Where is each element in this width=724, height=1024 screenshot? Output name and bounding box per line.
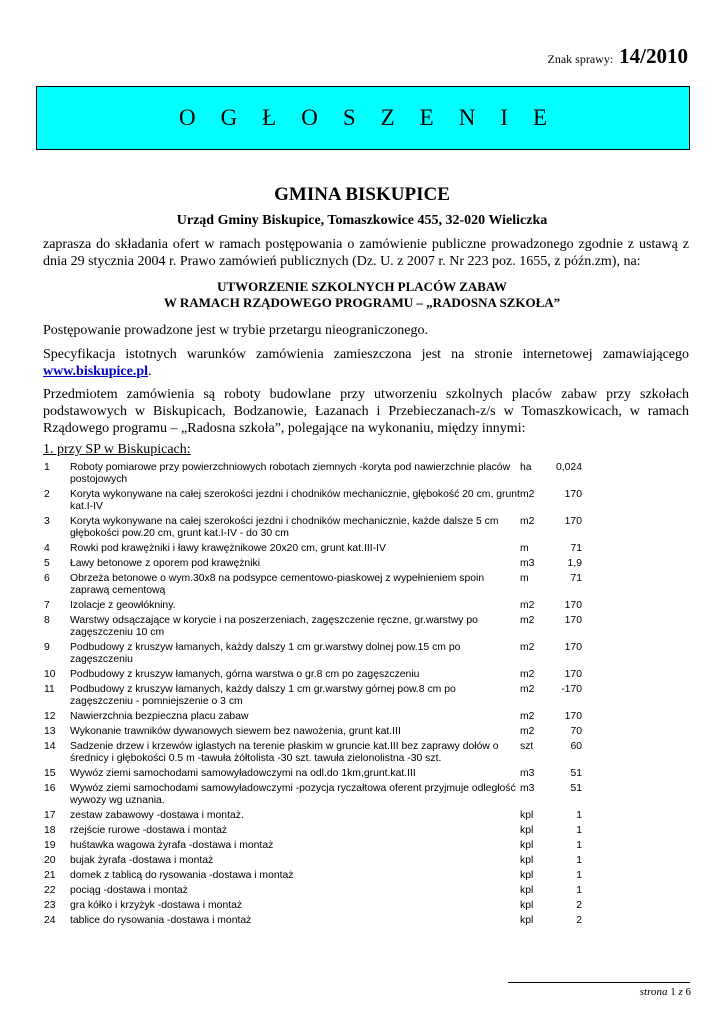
footer-divider [508,982,690,983]
item-unit: m2 [520,684,535,695]
item-quantity: 170 [564,516,582,527]
item-number: 8 [44,615,50,626]
list-item [44,543,594,555]
item-unit: ha [520,462,532,473]
item-unit: m [520,573,529,584]
item-quantity: 1 [576,870,582,881]
item-number: 7 [44,600,50,611]
item-description: Koryta wykonywane na całej szerokości jezdni i chodników mechanicznie, głębokość 20 cm, grunt kat.I-IV [70,489,520,512]
item-number: 18 [44,825,56,836]
item-quantity: 71 [570,573,582,584]
list-item [44,825,594,837]
list-item [44,462,594,486]
list-item [44,558,594,570]
list-item [44,711,594,723]
item-description: Izolacje z geowłókniny. [70,600,176,611]
item-description: gra kółko i krzyżyk -dostawa i montaż [70,900,243,911]
list-item [44,516,594,540]
case-reference [548,44,689,69]
item-number: 24 [44,915,56,926]
list-item [44,669,594,681]
specification-end: . [148,364,152,379]
page-footer [640,986,691,998]
case-reference-number: 14/2010 [619,44,688,68]
list-item [44,615,594,639]
item-unit: m2 [520,726,535,737]
item-description: rzejście rurowe -dostawa i montaż [70,825,228,836]
office-address: Urząd Gminy Biskupice, Tomaszkowice 455, 32-020 Wieliczka [176,213,548,228]
list-item [44,783,594,807]
case-reference-label: Znak sprawy: [547,52,614,66]
item-description: Wywóz ziemi samochodami samowyładowczymi na odl.do 1km,grunt.kat.III [70,768,416,779]
item-unit: kpl [520,855,534,866]
item-quantity: 170 [564,600,582,611]
item-quantity: 71 [570,543,582,554]
footer-total: 6 [685,986,691,998]
item-number: 19 [44,840,56,851]
item-unit: kpl [520,870,534,881]
item-quantity: 1 [576,840,582,851]
item-quantity: 170 [564,615,582,626]
item-description: Wywóz ziemi samochodami samowyładowczymi -pozycja ryczałtowa oferent przyjmuje odległość wywozy wg uznania. [70,783,516,806]
subject-heading [0,279,724,311]
item-quantity: 1 [576,855,582,866]
announcement-banner [36,86,690,150]
item-number: 21 [44,870,56,881]
item-number: 23 [44,900,56,911]
announcement-title: OGŁOSZENIE [178,105,573,130]
list-item [44,855,594,867]
footer-page: 1 [670,986,676,998]
list-item [44,600,594,612]
item-unit: kpl [520,900,534,911]
item-quantity: 60 [570,741,582,752]
item-unit: m2 [520,711,535,722]
item-description: Podbudowy z kruszyw łamanych, każdy dalszy 1 cm gr.warstwy dolnej pow.15 cm po zagęszczeniu [70,642,461,665]
item-description: bujak żyrafa -dostawa i montaż [70,855,214,866]
item-number: 11 [44,684,55,695]
item-description: pociąg -dostawa i montaż [70,885,188,896]
item-description: tablice do rysowania -dostawa i montaż [70,915,252,926]
list-item [44,684,594,708]
intro-paragraph: zaprasza do składania ofert w ramach postępowania o zamówienie publiczne prowadzonego zgodnie z ustawą z dnia 29 stycznia 2004 r. Prawo zamówień publicznych (Dz. U. z 2007 r. Nr 223 poz. 1655, z późn.zm), na: [43,237,689,269]
footer-prefix: strona [639,986,668,998]
website-link[interactable]: www.biskupice.pl [43,364,149,379]
item-quantity: 170 [564,669,582,680]
item-quantity: 0,024 [555,462,582,473]
specification-text: Specyfikacja istotnych warunków zamówienia zamieszczona jest na stronie internetowej zamawiającego [43,347,689,362]
item-unit: m2 [520,642,535,653]
item-quantity: 51 [570,783,582,794]
item-description: domek z tablicą do rysowania -dostawa i montaż [70,870,294,881]
item-number: 10 [44,669,56,680]
list-item [44,915,594,927]
list-item [44,489,594,513]
item-unit: m2 [520,669,535,680]
item-unit: m3 [520,558,535,569]
item-description: Ławy betonowe z oporem pod krawężniki [70,558,261,569]
item-unit: m3 [520,768,535,779]
item-number: 3 [44,516,50,527]
item-number: 16 [44,783,56,794]
item-description: Obrzeża betonowe o wym.30x8 na podsypce cementowo-piaskowej z wypełnieniem spoin zaprawą cementową [70,573,485,596]
item-quantity: 51 [570,768,582,779]
item-quantity: 1,9 [567,558,582,569]
item-quantity: 2 [576,915,582,926]
item-quantity: 1 [576,810,582,821]
item-unit: szt [520,741,534,752]
item-quantity: 1 [576,885,582,896]
item-description: Nawierzchnia bezpieczna placu zabaw [70,711,249,722]
list-item [44,885,594,897]
item-unit: kpl [520,825,534,836]
item-quantity: 1 [576,825,582,836]
item-number: 1 [44,462,50,473]
item-number: 6 [44,573,50,584]
item-description: Podbudowy z kruszyw łamanych, każdy dalszy 1 cm gr.warstwy górnej pow.8 cm po zagęszczeniu - pomniejszenie o 3 cm [70,684,456,707]
item-number: 20 [44,855,56,866]
item-description: Warstwy odsączające w korycie i na poszerzeniach, zagęszczenie ręczne, gr.warstwy po zagęszczeniu 10 cm [70,615,478,638]
item-unit: kpl [520,840,534,851]
item-quantity: 70 [570,726,582,737]
subject-line-1: UTWORZENIE SZKOLNYCH PLACÓW ZABAW [217,279,507,294]
item-unit: m2 [520,489,535,500]
subject-line-2: W RAMACH RZĄDOWEGO PROGRAMU – „RADOSNA SZKOŁA” [163,295,561,310]
list-item [44,741,594,765]
works-list [44,462,594,930]
footer-sep: z [678,986,683,998]
item-unit: kpl [520,915,534,926]
item-quantity: 170 [564,711,582,722]
item-number: 4 [44,543,50,554]
item-number: 17 [44,810,56,821]
scope-paragraph: Przedmiotem zamówienia są roboty budowlane przy utworzeniu szkolnych placów zabaw przy szkołach podstawowych w Biskupicach, Bodzanowie, Łazanach i Przebieczanach-z/s w Tomaszkowicach, w ramach Rządowego programu – „Radosna szkoła”, polegające na wykonaniu, między innymi: [43,387,689,436]
specification-paragraph [43,346,689,380]
item-unit: m2 [520,615,535,626]
item-quantity: 2 [576,900,582,911]
item-number: 14 [44,741,56,752]
item-number: 15 [44,768,56,779]
item-quantity: 170 [564,642,582,653]
item-number: 2 [44,489,50,500]
section-title: 1. przy SP w Biskupicach: [43,442,191,457]
list-item [44,870,594,882]
list-item [44,900,594,912]
procedure-paragraph: Postępowanie prowadzone jest w trybie przetargu nieograniczonego. [43,323,428,338]
municipality-name: GMINA BISKUPICE [274,184,450,205]
item-description: Wykonanie trawników dywanowych siewem bez nawożenia, grunt kat.III [70,726,401,737]
item-quantity: -170 [561,684,582,695]
item-number: 13 [44,726,56,737]
item-number: 22 [44,885,56,896]
item-unit: m [520,543,529,554]
list-item [44,642,594,666]
item-number: 9 [44,642,50,653]
list-item [44,573,594,597]
item-description: Koryta wykonywane na całej szerokości jezdni i chodników mechanicznie, każde dalsze 5 cm głębokości pow.20 cm, grunt kat.I-IV - do 30 cm [70,516,499,539]
item-description: huśtawka wagowa żyrafa -dostawa i montaż [70,840,274,851]
item-unit: m2 [520,516,535,527]
item-description: Rowki pod krawężniki i ławy krawężnikowe 20x20 cm, grunt kat.III-IV [70,543,386,554]
list-item [44,810,594,822]
list-item [44,840,594,852]
list-item [44,726,594,738]
item-number: 12 [44,711,56,722]
item-description: Sadzenie drzew i krzewów iglastych na terenie płaskim w gruncie kat.III bez zaprawy dołów o średnicy i głębokości 0.5 m -tawuła żółtolista -30 szt. tawuła zielonolistna -30 szt. [70,741,499,764]
item-number: 5 [44,558,50,569]
item-description: zestaw zabawowy -dostawa i montaż. [70,810,244,821]
list-item [44,768,594,780]
item-unit: kpl [520,810,534,821]
item-unit: m3 [520,783,535,794]
item-description: Roboty pomiarowe przy powierzchniowych robotach ziemnych -koryta pod nawierzchnie placów postojowych [70,462,511,485]
item-description: Podbudowy z kruszyw łamanych, górna warstwa o gr.8 cm po zagęszczeniu [70,669,420,680]
item-unit: m2 [520,600,535,611]
item-unit: kpl [520,885,534,896]
item-quantity: 170 [564,489,582,500]
